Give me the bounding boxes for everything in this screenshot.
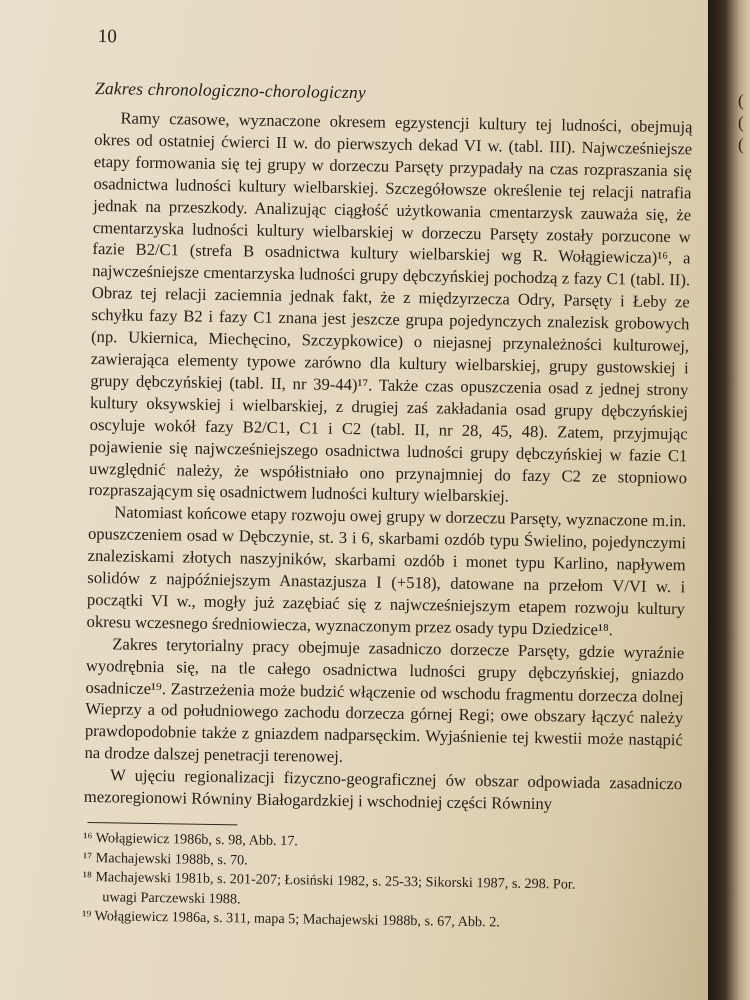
fragment-char: ( — [738, 113, 744, 132]
footnote: ¹⁶ Wołągiewicz 1986b, s. 98, Abb. 17. — [83, 829, 299, 850]
footnote: ¹⁷ Machajewski 1988b, s. 70. — [82, 849, 248, 868]
page-number: 10 — [97, 26, 117, 48]
footnote-divider — [87, 822, 237, 825]
body-text — [84, 107, 693, 817]
page-content — [82, 26, 694, 936]
paragraph: Natomiast końcowe etapy rozwoju owej grupy w dorzeczu Parsęty, wyznaczone m.in. opuszczeniem osad w Dębczynie, st. 3 i 6, skarbami ozdób typu Świelino, pojedynczymi znaleziskami złotych naszyjników, skarbami ozdób i monet typu Karlino, napływem solidów z najpóźniejszym Anastazjusza I (+518), datowane na przełom V/VI w. i początki VI w., mogły już zazębiać się z najwcześniejszym etapem rozwoju kultury okresu wczesnego średniowiecza, wyznaczonym przez osady typu Dziedzice¹⁸. — [86, 502, 687, 640]
paragraph: W ujęciu regionalizacji fizyczno-geograficznej ów obszar odpowiada zasadniczo mezoregionowi Równiny Białogardzkiej i wschodniej części Równiny — [83, 765, 683, 814]
section-heading: Zakres chronologiczno-chorologiczny — [94, 77, 367, 103]
fragment-char: ( — [738, 91, 744, 110]
footnotes — [82, 829, 681, 936]
footnote: ¹⁸ Machajewski 1981b, s. 201-207; Łosiński 1982, s. 25-33; Sikorski 1987, s. 298. Por. — [82, 868, 576, 893]
book-gutter — [708, 0, 750, 1000]
adjacent-page-fragment — [738, 90, 750, 156]
paragraph: Zakres terytorialny pracy obejmuje zasadniczo dorzecze Parsęty, gdzie wyraźnie wyodrębnia się, na tle całego osadnictwa ludności grupy dębczyńskiej, gniazdo osadnicze¹⁹. Zastrzeżenia może budzić włączenie od wschodu fragmentu dorzecza dolnej Wieprzy a od południowego zachodu dorzecza górnej Regi; owe obszary łączyć należy prawdopodobnie także z gniazdem nadparsęckim. Wyjaśnienie tej kwestii może nastąpić na drodze dalszej penetracji terenowej. — [84, 634, 685, 767]
paragraph: Ramy czasowe, wyznaczone okresem egzystencji kultury tej ludności, obejmują okres od ostatniej ćwierci II w. do pierwszych dekad VI w. (tabl. III). Najwcześniejsze etapy formowania się tej grupy w dorzeczu Parsęty przypadały na czas rozpraszania się osadnictwa ludności kultury wielbarskiej. Szczegółowsze określenie tej relacji natrafia jednak na przeszkody. Analizując ciągłość użytkowania cmentarzysk zauważa się, że cmentarzyska ludności kultury wielbarskiej w dorzeczu Parsęty zostały porzucone w fazie B2/C1 (strefa B osadnictwa kultury wielbarskiej wg R. Wołągiewicza)¹⁶, a najwcześniejsze cmentarzyska ludności grupy dębczyńskiej pochodzą z fazy C1 (tabl. II). Obraz tej relacji zaciemnia jednak fakt, że z międzyrzecza Odry, Parsęty i Łeby ze schyłku fazy B2 i fazy C1 znana jest jeszcze grupa pojedynczych znalezisk grobowych (np. Ukiernica, Miechęcino, Szczypkowice) o niejasnej przynależności kulturowej, zawierająca elementy typowe zarówno dla kultury wielbarskiej, grupy gustowskiej i grupy dębczyńskiej (tabl. II, nr 39-44)¹⁷. Także czas opuszczenia osad z jednej strony kultury oksywskiej i wielbarskiej, z drugiej zaś zakładania osad grupy dębczyńskiej oscyluje wokół fazy B2/C1, C1 i C2 (tabl. II, nr 28, 45, 48). Zatem, przyjmując pojawienie się najwcześniejszego osadnictwa ludności grupy dębczyńskiej w fazie C1 uwzględnić należy, że współistniało ono przynajmniej do fazy C2 ze stopniowo rozpraszającym się osadnictwem ludności kultury wielbarskiej. — [88, 108, 693, 506]
footnote: ¹⁹ Wołągiewicz 1986a, s. 311, mapa 5; Machajewski 1988b, s. 67, Abb. 2. — [81, 907, 500, 931]
fragment-char: ( — [738, 135, 744, 154]
footnote-continuation: uwagi Parczewski 1988. — [102, 888, 241, 907]
